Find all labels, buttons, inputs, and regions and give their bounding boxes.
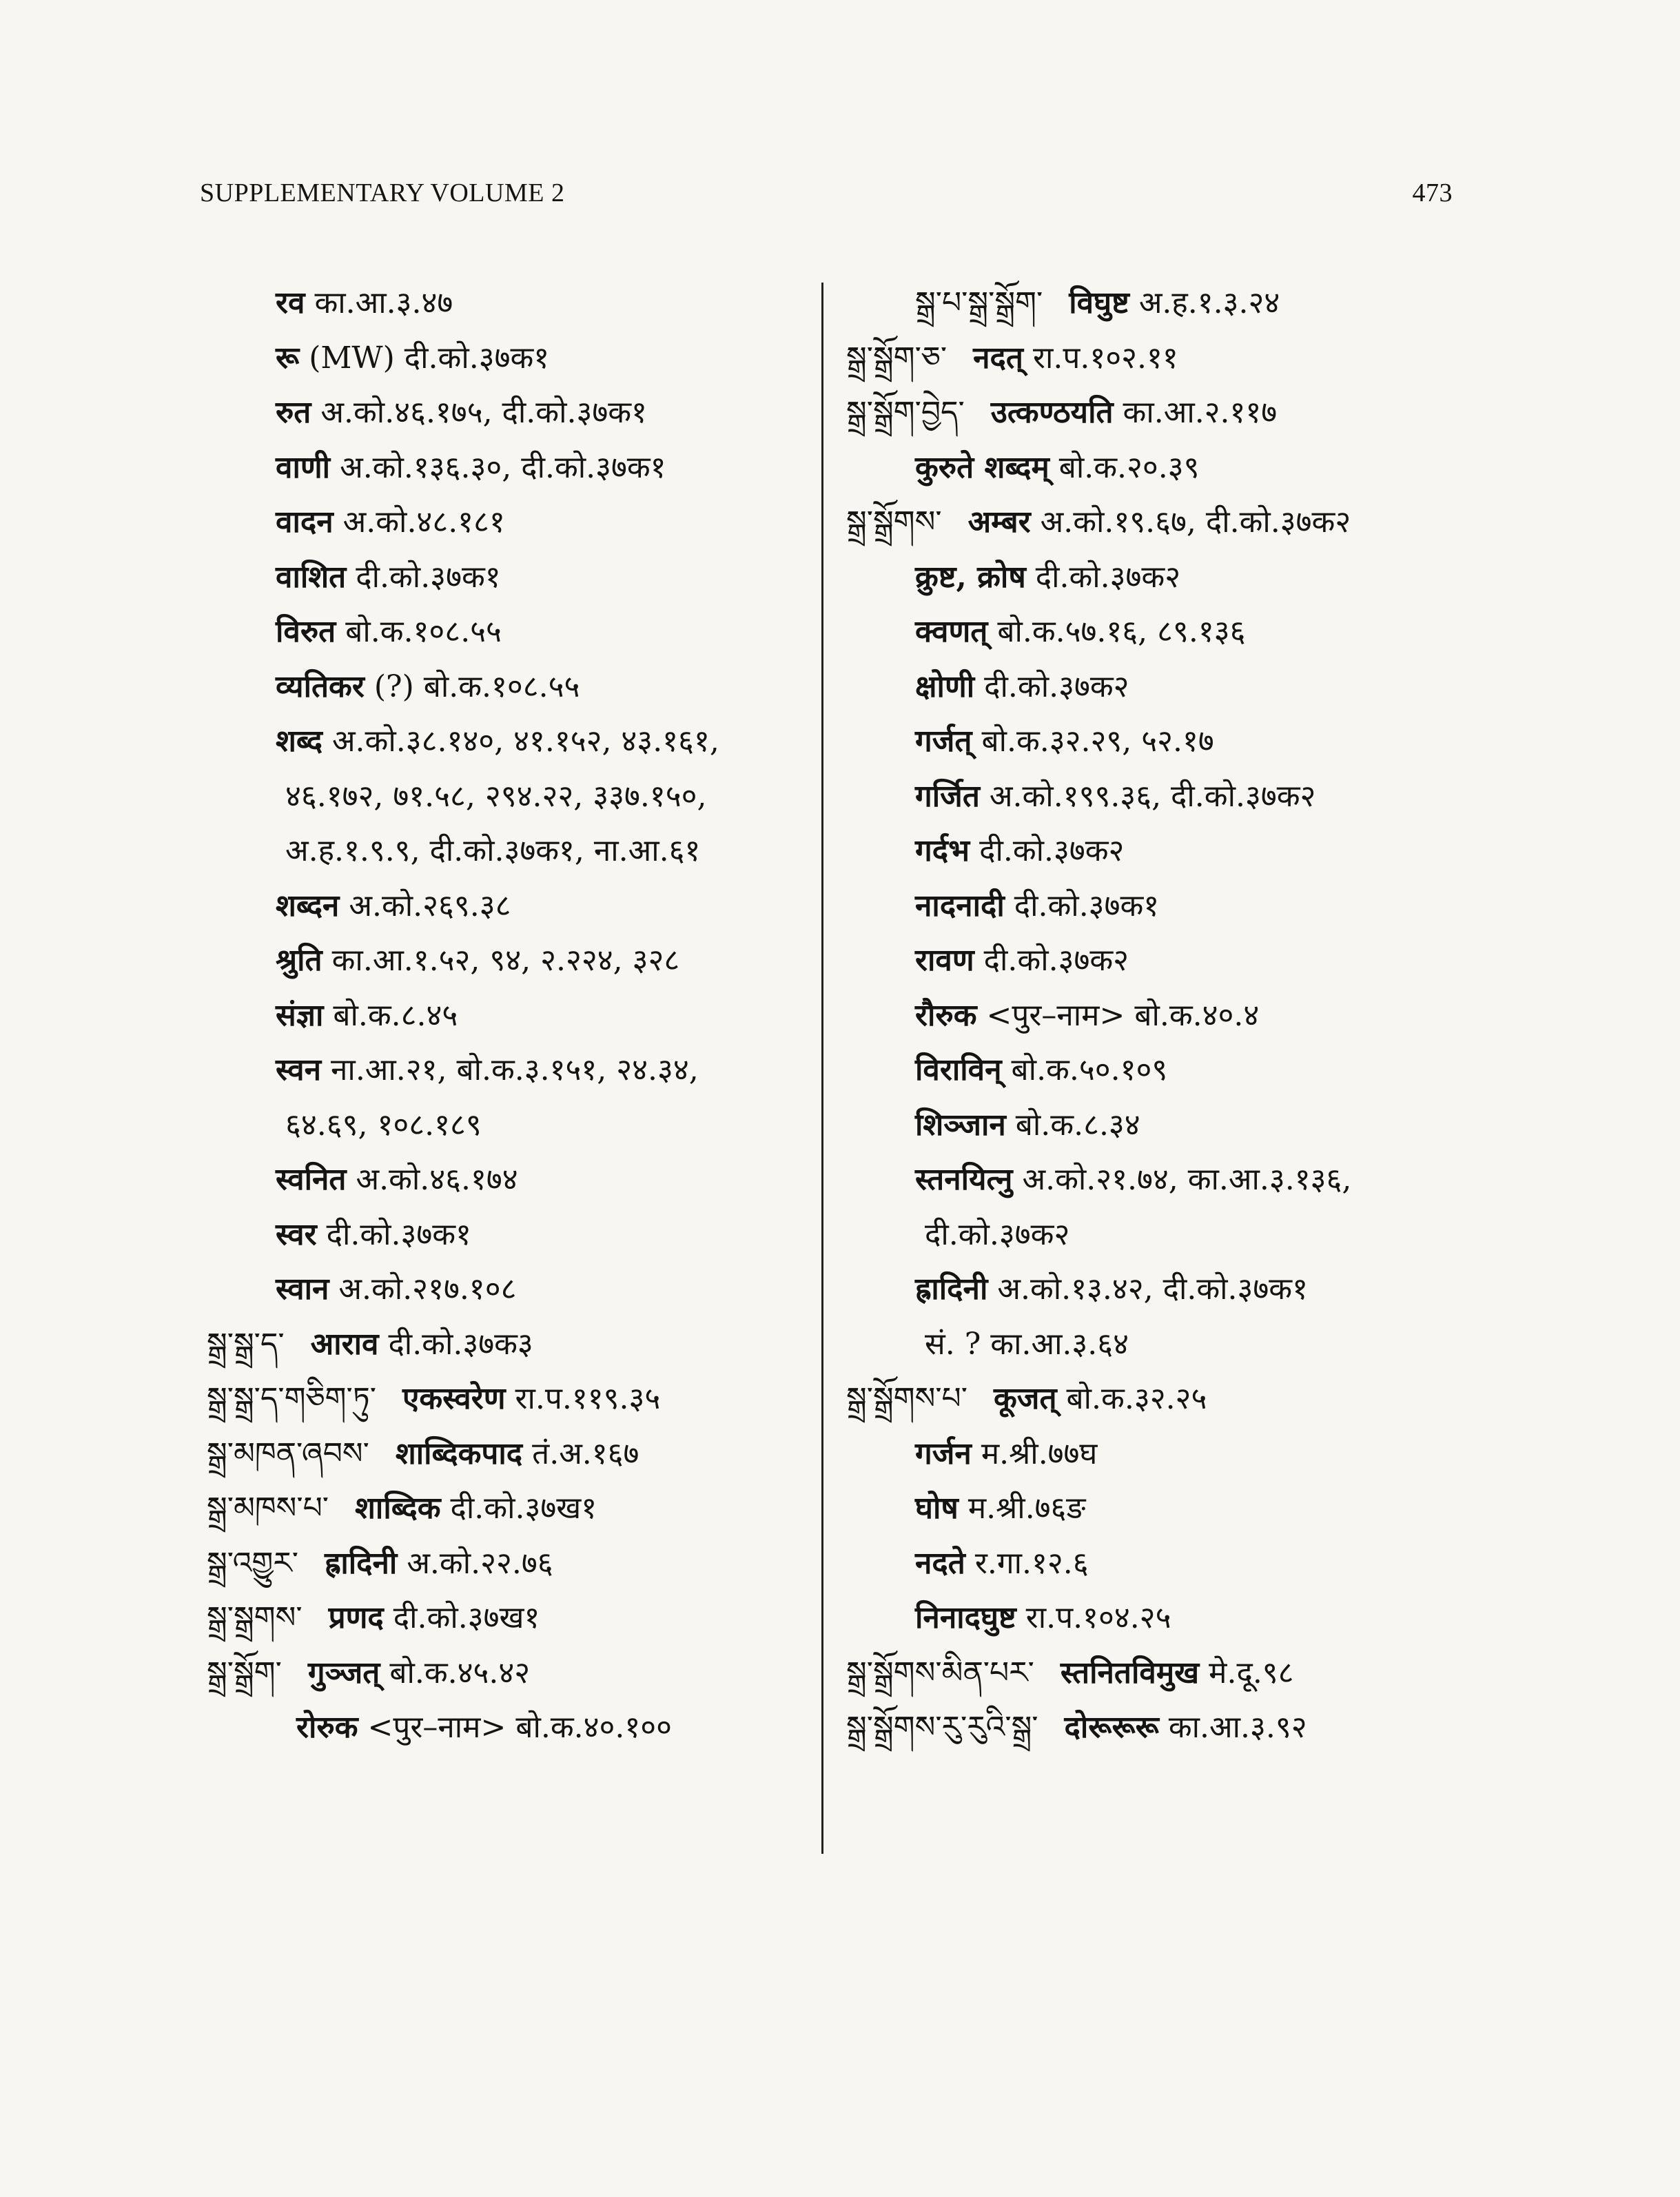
sanskrit-headword: कुरुते शब्दम् bbox=[915, 449, 1049, 485]
source-reference: बो.क.२०.३९ bbox=[1058, 449, 1200, 485]
running-title: SUPPLEMENTARY VOLUME 2 bbox=[200, 178, 565, 207]
source-reference: दी.को.३७क३ bbox=[388, 1326, 533, 1362]
sanskrit-headword: स्वर bbox=[276, 1216, 317, 1252]
dictionary-entry bbox=[846, 1152, 1466, 1207]
dictionary-entry bbox=[846, 1043, 1466, 1098]
source-reference: अ.को.२१७.१०८ bbox=[338, 1271, 517, 1307]
source-reference: अ.को.२२.७६ bbox=[407, 1545, 553, 1581]
source-reference: ना.आ.२१, बो.क.३.१५१, २४.३४, bbox=[331, 1052, 699, 1087]
source-reference: अ.ह.१.९.९, दी.को.३७क१, ना.आ.६१ bbox=[285, 833, 701, 868]
dictionary-entry bbox=[846, 1207, 1466, 1263]
source-reference: अ.को.४६.१७४ bbox=[356, 1162, 518, 1197]
dictionary-entry bbox=[846, 714, 1466, 769]
source-reference: का.आ.१.५२, ९४, २.२२४, ३२८ bbox=[331, 943, 680, 978]
source-reference: बो.क.३२.२५ bbox=[1066, 1381, 1207, 1416]
sanskrit-headword: स्वान bbox=[276, 1271, 329, 1307]
source-reference: <पुर–नाम> बो.क.४०.१०० bbox=[367, 1710, 673, 1745]
dictionary-entry bbox=[207, 550, 827, 605]
source-reference: र.गा.१२.६ bbox=[974, 1545, 1089, 1581]
sanskrit-headword: ह्रादिनी bbox=[324, 1545, 398, 1581]
tibetan-term: སྒྲ་སྒྲོག་ཅ་ bbox=[846, 340, 947, 376]
source-reference: ६४.६९, १०८.१८९ bbox=[285, 1107, 482, 1143]
dictionary-entry bbox=[207, 933, 827, 988]
sanskrit-headword: व्यतिकर bbox=[276, 668, 365, 704]
dictionary-entry bbox=[846, 331, 1466, 386]
dictionary-entry bbox=[846, 1536, 1466, 1591]
dictionary-entry bbox=[846, 440, 1466, 495]
source-reference: बो.क.८.४५ bbox=[333, 997, 458, 1033]
source-reference: बो.क.१०८.५५ bbox=[345, 614, 502, 649]
sanskrit-headword: क्रुष्ट, क्रोष bbox=[915, 559, 1026, 595]
source-reference: अ.को.३८.१४०, ४१.१५२, ४३.१६१, bbox=[331, 724, 719, 759]
sanskrit-headword: अम्बर bbox=[967, 504, 1031, 540]
dictionary-entry bbox=[846, 550, 1466, 605]
source-reference: (?) बो.क.१०८.५५ bbox=[373, 668, 580, 704]
sanskrit-headword: गर्जन bbox=[915, 1435, 972, 1471]
sanskrit-headword: रुत bbox=[276, 395, 311, 430]
sanskrit-headword: कूजत् bbox=[994, 1381, 1057, 1416]
source-reference: दी.को.३७क२ bbox=[925, 1216, 1070, 1252]
sanskrit-headword: नदत् bbox=[973, 340, 1023, 376]
tibetan-term: སྒྲ་སྒྲོགས་ bbox=[846, 504, 942, 540]
dictionary-entry bbox=[846, 495, 1466, 550]
source-reference: अ.को.४८.१८१ bbox=[342, 504, 505, 540]
source-reference: दी.को.३७क१ bbox=[356, 559, 501, 595]
sanskrit-headword: आराव bbox=[310, 1326, 379, 1362]
dictionary-entry bbox=[846, 1591, 1466, 1646]
tibetan-term: སྒྲ་འགྱུར་ bbox=[207, 1545, 298, 1581]
sanskrit-headword: स्तनयित्नु bbox=[915, 1162, 1013, 1197]
source-reference: दी.को.३७क१ bbox=[326, 1216, 471, 1252]
dictionary-entry bbox=[207, 769, 827, 824]
source-reference: अ.को.१९९.३६, दी.को.३७क२ bbox=[989, 778, 1316, 814]
source-reference: अ.को.२६९.३८ bbox=[349, 888, 511, 923]
tibetan-term: སྒྲ་སྒྲགས་ bbox=[207, 1600, 303, 1635]
tibetan-term: སྒྲ་སྒྲོག་ bbox=[207, 1655, 282, 1690]
sanskrit-headword: संज्ञा bbox=[276, 997, 324, 1033]
sanskrit-headword: शब्दन bbox=[276, 888, 340, 923]
source-reference: अ.को.१३.४२, दी.को.३७क१ bbox=[997, 1271, 1308, 1307]
source-reference: म.श्री.७६ङ bbox=[967, 1491, 1086, 1526]
sanskrit-headword: नदते bbox=[915, 1545, 965, 1581]
dictionary-entry bbox=[846, 385, 1466, 440]
dictionary-entry bbox=[846, 1481, 1466, 1536]
source-reference: का.आ.२.११७ bbox=[1123, 395, 1278, 430]
tibetan-term: སྒྲ་མཁས་པ་ bbox=[207, 1491, 329, 1526]
dictionary-entry bbox=[207, 1152, 827, 1207]
tibetan-term: སྒྲ་པ་སྒྲ་སྒྲོག་ bbox=[915, 285, 1043, 320]
dictionary-entry bbox=[846, 604, 1466, 660]
tibetan-term: སྒྲ་སྒྲ་ད་གཅིག་ཏུ་ bbox=[207, 1381, 377, 1416]
dictionary-entry bbox=[846, 1700, 1466, 1755]
dictionary-entry bbox=[207, 1317, 827, 1372]
dictionary-entry bbox=[207, 1591, 827, 1646]
sanskrit-headword: रू bbox=[276, 340, 300, 376]
sanskrit-headword: प्रणद bbox=[328, 1600, 384, 1635]
dictionary-entry bbox=[207, 331, 827, 386]
left-column bbox=[207, 276, 827, 1755]
dictionary-entry bbox=[207, 440, 827, 495]
source-reference: दी.को.३७क२ bbox=[984, 668, 1129, 704]
sanskrit-headword: गर्दभ bbox=[915, 833, 970, 868]
dictionary-entry bbox=[207, 1481, 827, 1536]
dictionary-entry bbox=[846, 933, 1466, 988]
sanskrit-headword: दोरूरूरू bbox=[1064, 1710, 1159, 1745]
dictionary-entry bbox=[207, 1700, 827, 1755]
source-reference: अ.को.२१.७४, का.आ.३.१३६, bbox=[1022, 1162, 1352, 1197]
source-reference: बो.क.५०.१०९ bbox=[1011, 1052, 1168, 1087]
source-reference: अ.को.१९.६७, दी.को.३७क२ bbox=[1040, 504, 1351, 540]
source-reference: <पुर–नाम> बो.क.४०.४ bbox=[986, 997, 1260, 1033]
dictionary-entry bbox=[207, 660, 827, 715]
source-reference: अ.को.४६.१७५, दी.को.३७क१ bbox=[320, 395, 647, 430]
sanskrit-headword: क्षोणी bbox=[915, 668, 975, 704]
sanskrit-headword: स्तनितविमुख bbox=[1060, 1655, 1200, 1690]
page-number: 473 bbox=[1412, 178, 1453, 207]
tibetan-term: སྒྲ་སྒྲ་ད་ bbox=[207, 1326, 285, 1362]
sanskrit-headword: स्वनित bbox=[276, 1162, 347, 1197]
sanskrit-headword: रावण bbox=[915, 943, 974, 978]
source-reference: दी.को.३७क२ bbox=[983, 943, 1129, 978]
sanskrit-headword: रौरुक bbox=[915, 997, 977, 1033]
source-reference: तं.अ.१६७ bbox=[532, 1435, 639, 1471]
sanskrit-headword: विघुष्ट bbox=[1069, 285, 1129, 320]
right-column bbox=[846, 276, 1466, 1755]
dictionary-entry bbox=[207, 604, 827, 660]
dictionary-entry bbox=[846, 1098, 1466, 1153]
sanskrit-headword: घोष bbox=[915, 1491, 959, 1526]
source-reference: दी.को.३७ख१ bbox=[450, 1491, 597, 1526]
dictionary-entry bbox=[846, 988, 1466, 1043]
source-reference: दी.को.३७क१ bbox=[1014, 888, 1160, 923]
source-reference: ४६.१७२, ७१.५८, २९४.२२, ३३७.१५०, bbox=[285, 778, 707, 814]
dictionary-entry bbox=[846, 276, 1466, 331]
sanskrit-headword: विरुत bbox=[276, 614, 336, 649]
source-reference: रा.प.११९.३५ bbox=[515, 1381, 661, 1416]
sanskrit-headword: शिञ्जान bbox=[915, 1107, 1006, 1143]
dictionary-entry bbox=[207, 1262, 827, 1317]
source-reference: बो.क.८.३४ bbox=[1015, 1107, 1140, 1143]
sanskrit-headword: गर्जत् bbox=[915, 724, 972, 759]
source-reference: दी.को.३७क२ bbox=[979, 833, 1125, 868]
dictionary-entry bbox=[846, 1371, 1466, 1427]
tibetan-term: སྒྲ་སྒྲོགས་རུ་རུའི་སྒྲ་ bbox=[846, 1710, 1038, 1745]
source-reference: अ.को.१३६.३०, दी.को.३७क१ bbox=[340, 449, 666, 485]
sanskrit-headword: रव bbox=[276, 285, 305, 320]
source-reference: मे.दू.९८ bbox=[1209, 1655, 1294, 1690]
sanskrit-headword: वाशित bbox=[276, 559, 347, 595]
dictionary-entry bbox=[207, 1043, 827, 1098]
dictionary-entry bbox=[207, 1427, 827, 1482]
dictionary-entry bbox=[846, 660, 1466, 715]
dictionary-entry bbox=[207, 879, 827, 934]
dictionary-entry bbox=[207, 1098, 827, 1153]
tibetan-term: སྒྲ་སྒྲོགས་མིན་པར་ bbox=[846, 1655, 1034, 1690]
sanskrit-headword: शब्द bbox=[276, 724, 322, 759]
sanskrit-headword: क्वणत् bbox=[915, 614, 988, 649]
source-reference: का.आ.३.४७ bbox=[314, 285, 453, 320]
dictionary-entry bbox=[846, 824, 1466, 879]
sanskrit-headword: निनादघुष्ट bbox=[915, 1600, 1016, 1635]
source-reference: बो.क.३२.२९, ५२.१७ bbox=[981, 724, 1214, 759]
dictionary-entry bbox=[207, 714, 827, 769]
dictionary-entry bbox=[207, 824, 827, 879]
sanskrit-headword: नादनादी bbox=[915, 888, 1005, 923]
sanskrit-headword: वाणी bbox=[276, 449, 331, 485]
dictionary-entry bbox=[207, 1207, 827, 1263]
source-reference: सं. ? का.आ.३.६४ bbox=[925, 1326, 1129, 1362]
sanskrit-headword: उत्कण्ठयति bbox=[990, 395, 1114, 430]
dictionary-entry bbox=[846, 1262, 1466, 1317]
sanskrit-headword: गर्जित bbox=[915, 778, 980, 814]
dictionary-entry bbox=[846, 1317, 1466, 1372]
sanskrit-headword: शाब्दिकपाद bbox=[395, 1435, 523, 1471]
source-reference: म.श्री.७७घ bbox=[981, 1435, 1098, 1471]
sanskrit-headword: शाब्दिक bbox=[355, 1491, 441, 1526]
sanskrit-headword: ह्रादिनी bbox=[915, 1271, 988, 1307]
source-reference: दी.को.३७क२ bbox=[1035, 559, 1181, 595]
sanskrit-headword: रोरुक bbox=[296, 1710, 358, 1745]
source-reference: बो.क.५७.१६, ८९.१३६ bbox=[997, 614, 1246, 649]
source-reference: बो.क.४५.४२ bbox=[389, 1655, 531, 1690]
dictionary-entry bbox=[207, 1371, 827, 1427]
dictionary-entry bbox=[207, 385, 827, 440]
tibetan-term: སྒྲ་སྒྲོག་བྱེད་ bbox=[846, 395, 965, 430]
source-reference: रा.प.१०२.११ bbox=[1032, 340, 1178, 376]
page-header bbox=[200, 178, 1453, 208]
tibetan-term: སྒྲ་སྒྲོགས་པ་ bbox=[846, 1381, 967, 1416]
sanskrit-headword: स्वन bbox=[276, 1052, 321, 1087]
dictionary-entry bbox=[207, 276, 827, 331]
sanskrit-headword: विराविन् bbox=[915, 1052, 1002, 1087]
dictionary-entry bbox=[846, 1427, 1466, 1482]
dictionary-entry bbox=[207, 495, 827, 550]
dictionary-entry bbox=[207, 1536, 827, 1591]
dictionary-entry bbox=[846, 1646, 1466, 1701]
dictionary-entry bbox=[207, 1646, 827, 1701]
sanskrit-headword: एकस्वरेण bbox=[402, 1381, 506, 1416]
sanskrit-headword: श्रुति bbox=[276, 943, 322, 978]
dictionary-entry bbox=[846, 879, 1466, 934]
tibetan-term: སྒྲ་མཁན་ཞབས་ bbox=[207, 1435, 369, 1471]
dictionary-entry bbox=[207, 988, 827, 1043]
source-reference: रा.प.१०४.२५ bbox=[1025, 1600, 1171, 1635]
source-reference: का.आ.३.९२ bbox=[1168, 1710, 1307, 1745]
dictionary-entry bbox=[846, 769, 1466, 824]
source-reference: (MW) दी.को.३७क१ bbox=[309, 340, 550, 376]
sanskrit-headword: गुञ्जत् bbox=[307, 1655, 380, 1690]
source-reference: अ.ह.१.३.२४ bbox=[1138, 285, 1280, 320]
sanskrit-headword: वादन bbox=[276, 504, 334, 540]
source-reference: दी.को.३७ख१ bbox=[393, 1600, 540, 1635]
